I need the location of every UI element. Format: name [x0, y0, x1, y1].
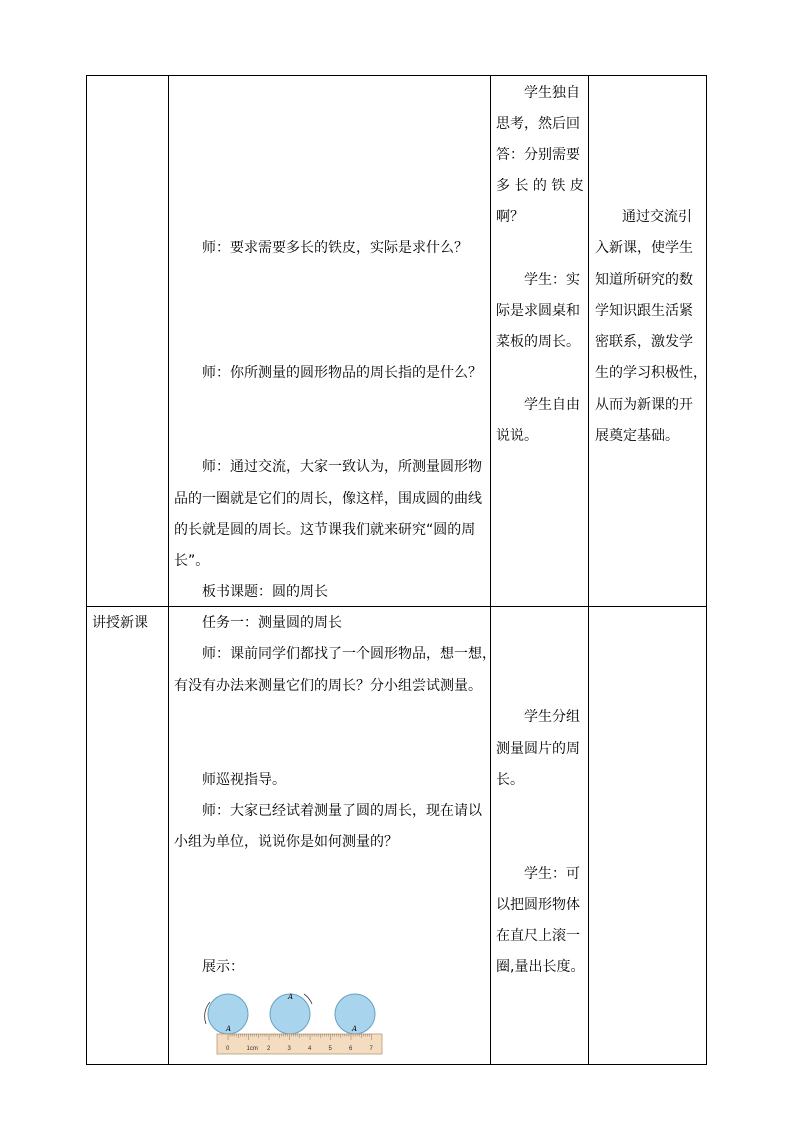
- student-answer-line: 答：分别需要: [496, 147, 580, 163]
- student-answer-line: 思考，然后回: [496, 116, 580, 132]
- ruler-tick-label: 3: [287, 1046, 291, 1052]
- design-intent-line: 入新课，使学生: [595, 240, 693, 256]
- teacher-question-line: 有没有办法来测量它们的周长？分小组尝试测量。: [174, 678, 482, 694]
- teacher-question-2: 师：你所测量的圆形物品的周长指的是什么？: [202, 365, 482, 381]
- design-intent-line: 生的学习积极性，: [595, 365, 707, 381]
- column-divider: [588, 76, 589, 1064]
- design-intent-line: 展奠定基础。: [595, 428, 679, 444]
- teacher-question-1: 师：要求需要多长的铁皮，实际是求什么？: [202, 240, 468, 256]
- ruler-tick-label: 4: [308, 1046, 312, 1052]
- teacher-summary-line: 师：通过交流，大家一致认为，所测量圆形物: [202, 459, 482, 475]
- student-answer-line: 学生自由: [524, 397, 580, 413]
- row-divider: [87, 606, 706, 607]
- ruler-tick-label: 1cm: [246, 1046, 258, 1052]
- student-answer-line: 啊？: [496, 209, 524, 225]
- teacher-summary-line: 品的一圈就是它们的周长，像这样，围成圆的曲线: [174, 491, 482, 507]
- show-label: 展示：: [202, 959, 244, 975]
- design-intent-line: 从而为新课的开: [595, 397, 693, 413]
- stage-label: 讲授新课: [92, 615, 148, 631]
- design-intent-line: 通过交流引: [622, 209, 692, 225]
- student-answer-line: 在直尺上滚一: [496, 928, 580, 944]
- design-intent-line: 学知识跟生活紧: [595, 303, 693, 319]
- student-answer-line: 以把圆形物体: [496, 897, 580, 913]
- student-answer-line: 圈,量出长度。: [496, 959, 585, 975]
- teacher-question-line: 小组为单位，说说你是如何测量的？: [174, 834, 398, 850]
- teacher-summary-line: 的长就是圆的周长。这节课我们就来研究“圆的周: [174, 522, 476, 538]
- student-answer-line: 长。: [496, 772, 524, 788]
- design-intent-line: 密联系，激发学: [595, 334, 693, 350]
- ruler-tick-label: 5: [328, 1046, 332, 1052]
- student-answer-line: 学生分组: [524, 709, 580, 725]
- point-a-label: A: [226, 1025, 232, 1033]
- student-answer-line: 学生：实: [524, 272, 580, 288]
- student-answer-line: 多 长 的 铁 皮: [496, 178, 584, 194]
- teacher-guide: 师巡视指导。: [202, 772, 286, 788]
- student-answer-line: 菜板的周长。: [496, 334, 580, 350]
- student-answer-line: 测量圆片的周: [496, 741, 580, 757]
- student-answer-line: 学生独自: [524, 85, 580, 101]
- board-title: 板书课题：圆的周长: [202, 584, 328, 600]
- student-answer-line: 学生：可: [524, 866, 580, 882]
- rolling-circle-illustration: [200, 986, 390, 1056]
- teacher-summary-line: 长”。: [174, 553, 210, 569]
- design-intent-line: 知道所研究的数: [595, 272, 693, 288]
- point-a-label: A: [288, 993, 294, 1001]
- student-answer-line: 说说。: [496, 428, 538, 444]
- rolling-circle-figure: [200, 986, 390, 1056]
- ruler: [217, 1034, 382, 1054]
- task-title: 任务一：测量圆的周长: [202, 615, 342, 631]
- ruler-tick-label: 6: [349, 1046, 353, 1052]
- ruler-tick-label: 0: [226, 1046, 230, 1052]
- column-divider: [490, 76, 491, 1064]
- teacher-question-line: 师：大家已经试着测量了圆的周长，现在请以: [202, 803, 482, 819]
- ruler-tick-label: 7: [369, 1046, 373, 1052]
- column-divider: [168, 76, 169, 1064]
- student-answer-line: 际是求圆桌和: [496, 303, 580, 319]
- point-a-label: A: [352, 1025, 358, 1033]
- ruler-tick-label: 2: [267, 1046, 271, 1052]
- teacher-question-line: 师：课前同学们都找了一个圆形物品，想一想，: [202, 646, 496, 662]
